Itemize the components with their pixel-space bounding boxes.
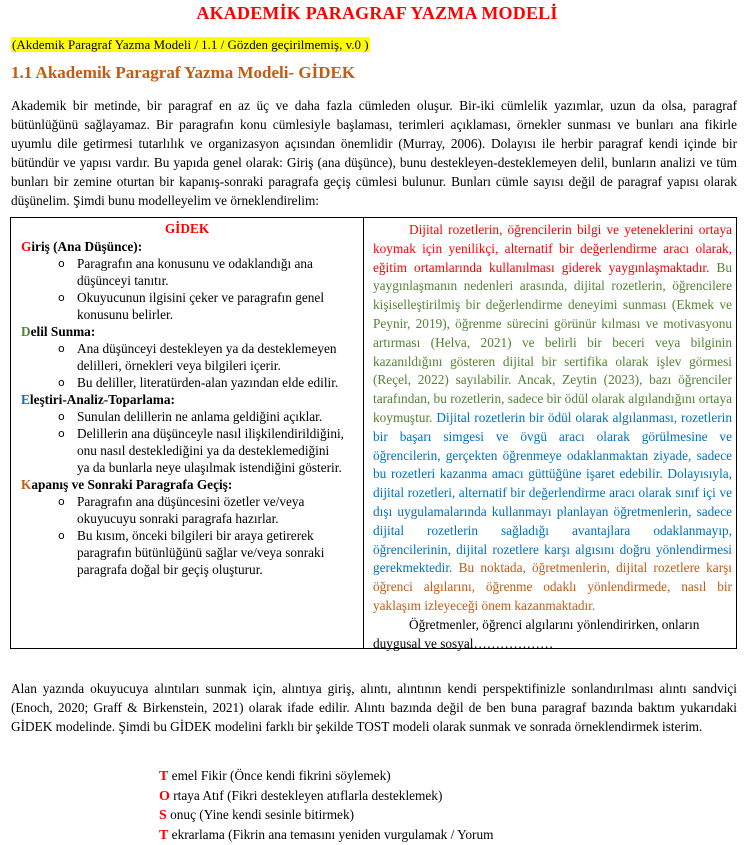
- section-initial: K: [21, 477, 31, 492]
- list-item: o Delillerin ana düşünceyle nasıl ilişkilendirildiğini, onu nasıl desteklediğini ya da desteklemediğini ya da bunlarla neye ulaşılmak istendiğini gösterir.: [11, 425, 363, 476]
- section-title-rest: iriş (Ana Düşünce):: [31, 239, 142, 254]
- section-initial: E: [21, 392, 30, 407]
- tost-item: [159, 826, 493, 845]
- bullet-circle-icon: o: [58, 527, 65, 544]
- list-item: o Paragrafın ana konusunu ve odaklandığı ana düşünceyi tanıtır.: [11, 255, 363, 289]
- tost-text: onuç (Yine kendi sesinle bitirmek): [170, 807, 354, 822]
- version-note: (Akdemik Paragraf Yazma Modeli / 1.1 / Gözden geçirilmemiş, v.0 ): [11, 37, 370, 52]
- tost-item: [159, 767, 493, 787]
- example-paragraph-column: [373, 221, 732, 653]
- next-paragraph-start: Öğretmenler, öğrenci algılarını yönlendirirken, onların duygusal ve sosyal………………: [373, 616, 732, 654]
- example-kapanis-text: Bu noktada, öğretmenlerin, dijital rozetlere karşı öğrenci algılarını, öğrenme odaklı yönlendirmede, nasıl bir yaklaşım izleyeceği önem kazanmaktadır.: [373, 560, 732, 613]
- list-item: o Sunulan delillerin ne anlama geldiğini açıklar.: [11, 408, 363, 425]
- bullet-circle-icon: o: [58, 493, 65, 510]
- section-title-rest: apanış ve Sonraki Paragrafa Geçiş:: [31, 477, 232, 492]
- section-heading-elestiri: [11, 391, 363, 408]
- example-paragraph: [373, 221, 732, 616]
- section-heading-kapanis: [11, 476, 363, 493]
- tost-letter: S: [159, 808, 167, 823]
- section-title-rest: leştiri-Analiz-Toparlama:: [30, 392, 175, 407]
- gidek-model-column: [11, 218, 363, 578]
- section-heading: 1.1 Akademik Paragraf Yazma Modeli- GİDEK: [11, 63, 355, 83]
- section-kapanis: [11, 476, 363, 578]
- bullet-circle-icon: o: [58, 408, 65, 425]
- tost-text: ekrarlama (Fikrin ana temasını yeniden vurgulamak / Yorum: [172, 827, 494, 842]
- closing-paragraph: Alan yazında okuyucuya alıntıları sunmak için, alıntıya giriş, alıntı, alıntının kendi perspektifinizle sonlandırılması alıntı sandviçi (Enoch, 2020; Graff & Birkenstein, 2021) olarak ifade edilir. Alıntı bazında değil de ben buna paragraf bazında baktım yukarıdaki GİDEK modelinde. Şimdi bu GİDEK modelini farklı bir şekilde TOST modeli olarak sunmak ve sonrada örneklendirmek isterim.: [11, 679, 737, 736]
- bullet-circle-icon: o: [58, 340, 65, 357]
- section-title-rest: elil Sunma:: [31, 324, 96, 339]
- bullet-circle-icon: o: [58, 255, 65, 272]
- example-giris-text: Dijital rozetlerin, öğrencilerin bilgi ve yeteneklerini ortaya koymak için yenilikçi, alternatif bir değerlendirme aracı olarak, eğitim ortamlarında kullanılması giderek yaygınlaşmaktadır.: [373, 222, 732, 275]
- gidek-table: [10, 217, 737, 649]
- list-item: o Ana düşünceyi destekleyen ya da desteklemeyen delilleri, örnekleri veya bilgileri içerir.: [11, 340, 363, 374]
- tost-letter: T: [159, 828, 168, 843]
- bullet-circle-icon: o: [58, 289, 65, 306]
- document-title: AKADEMİK PARAGRAF YAZMA MODELİ: [0, 3, 754, 23]
- tost-letter: T: [159, 769, 168, 784]
- list-item: o Okuyucunun ilgisini çeker ve paragrafın genel konusunu belirler.: [11, 289, 363, 323]
- tost-list: [159, 767, 493, 845]
- example-elestiri-text: Dijital rozetlerin bir ödül olarak algılanması, rozetlerin bir başarı simgesi ve övgü aracı olarak görülmesine ve öğrencilerin, gerçekten öğrenmeye odaklanmaktan ziyade, sadece bu rozetleri kazanma amacı güttüğüne işaret edebilir. Dolayısıyla, dijital rozetleri, alternatif bir değerlendirme aracı olarak sınıf içi ve dışı uygulamalarında kullanmayı planlayan öğretmenlerin, sadece dijital rozetlerin sağladığı avantajlara odaklanmayıp, öğrencilerinin, dijital rozetlere karşı algısını doğru yönlendirmesi gerekmektedir.: [373, 410, 732, 575]
- intro-paragraph: Akademik bir metinde, bir paragraf en az üç ve daha fazla cümleden oluşur. Bir-iki cümlelik yazımlar, uzun da olsa, paragraf bütünlüğünü sağlayamaz. Bir paragrafın konu cümlesiyle başlaması, terimleri açıklaması, örnekler sunması ve bunları ana fikirle uyumlu dile getirmesi tutarlılık ve organizasyon açısından önemlidir (Murray, 2006). Dolayısı ile herbir paragraf kendi içinde bir bütündür ve yapısı vardır. Bu yapıda genel olarak: Giriş (ana düşünce), bunu destekleyen-desteklemeyen delil, bunların analizi ve tüm bunları bir zemine oturtan bir kapanış-sonraki paragrafa geçiş cümlesi bulunur. Bunları cümle sayısı değil de paragraf yapısı olarak düşünelim. Şimdi bunu modelleyelim ve örneklendirelim:: [11, 96, 737, 210]
- bullet-circle-icon: o: [58, 425, 65, 442]
- section-initial: G: [21, 239, 31, 254]
- list-item: o Bu deliller, literatürden-alan yazından elde edilir.: [11, 374, 363, 391]
- section-giris: [11, 238, 363, 323]
- example-delil-text: Bu yaygınlaşmanın nedenleri arasında, dijital rozetlerin, öğrencilere kişiselleştirilmiş bir değerlendirme deneyimi sunması (Ekmek ve Peynir, 2019), öğrenme sürecini görünür kılması ve motivasyonu artırması (Helva, 2021) ve belirli bir beceri veya bilginin kazanıldığını gösteren dijital bir sertifika olarak işlev görmesi (Reçel, 2022) sayılabilir. Ancak, Zeytin (2023), bazı öğrenciler tarafından, bu rozetlerin, sadece bir ödül olarak algılandığını ortaya koymuştur.: [373, 260, 732, 425]
- tost-letter: O: [159, 789, 170, 804]
- list-item: o Paragrafın ana düşüncesini özetler ve/veya okuyucuyu sonraki paragrafa hazırlar.: [11, 493, 363, 527]
- section-initial: D: [21, 324, 31, 339]
- tost-item: [159, 806, 493, 826]
- tost-text: emel Fikir (Önce kendi fikrini söylemek): [172, 768, 391, 783]
- section-heading-giris: [11, 238, 363, 255]
- gidek-title: GİDEK: [11, 219, 363, 238]
- section-delil: [11, 323, 363, 391]
- list-item: o Bu kısım, önceki bilgileri bir araya getirerek paragrafın bütünlüğünü sağlar ve/veya sonraki paragrafa doğal bir geçiş oluşturur.: [11, 527, 363, 578]
- tost-item: [159, 787, 493, 807]
- tost-text: rtaya Atıf (Fikri destekleyen atıflarla desteklemek): [173, 788, 442, 803]
- bullet-circle-icon: o: [58, 374, 65, 391]
- section-elestiri: [11, 391, 363, 476]
- table-column-divider: [363, 218, 364, 648]
- section-heading-delil: [11, 323, 363, 340]
